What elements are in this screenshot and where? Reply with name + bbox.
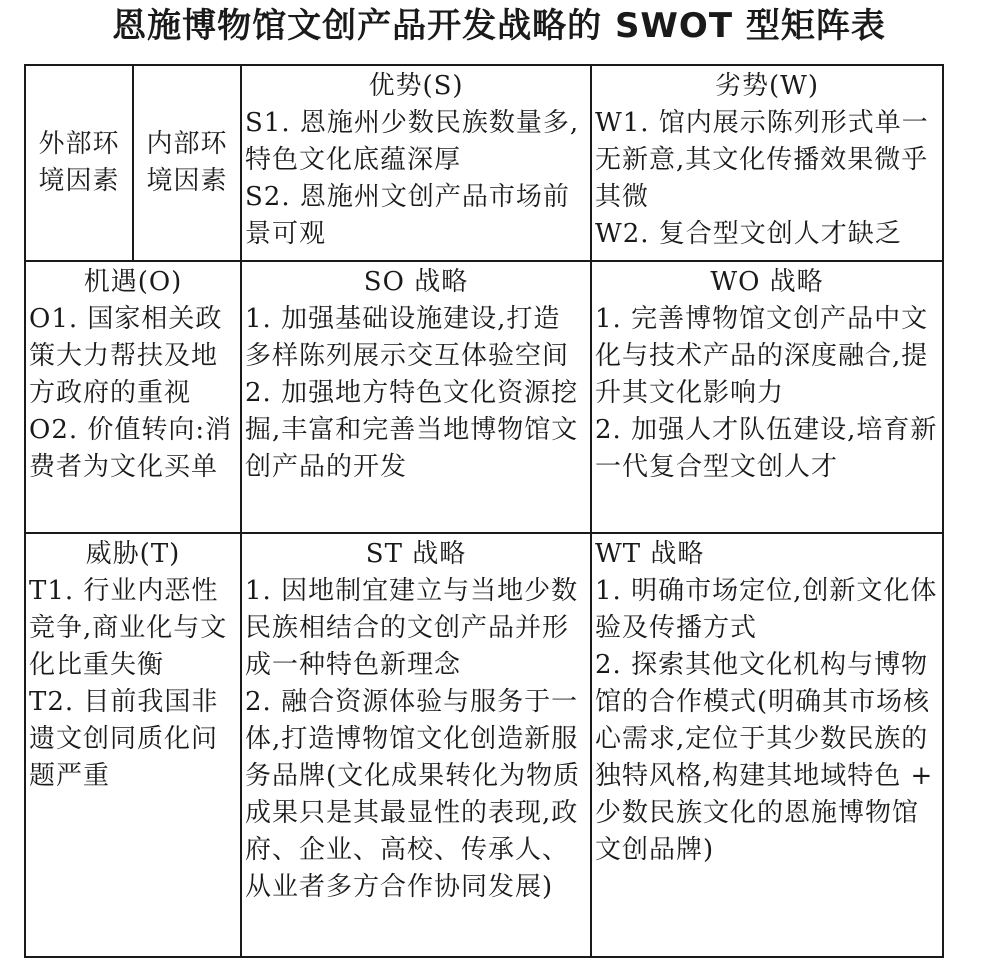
strength-item-s2: S2. 恩施州文创产品市场前景可观 xyxy=(245,182,570,249)
internal-factors-cell xyxy=(133,65,241,261)
threat-item-t2: T2. 目前我国非遗文创同质化问题严重 xyxy=(29,687,219,791)
wo-strategy-heading: WO 战略 xyxy=(710,267,824,297)
table-row-threats xyxy=(25,533,943,957)
weaknesses-heading: 劣势(W) xyxy=(714,71,819,101)
st-strategy-cell xyxy=(241,533,591,957)
opportunities-heading: 机遇(O) xyxy=(83,267,183,297)
so-strategy-item-2: 2. 加强地方特色文化资源挖掘,丰富和完善当地博物馆文创产品的开发 xyxy=(245,378,579,482)
page-title: 恩施博物馆文创产品开发战略的 SWOT 型矩阵表 xyxy=(112,6,886,46)
opportunity-item-o2: O2. 价值转向:消费者为文化买单 xyxy=(29,415,233,482)
st-strategy-item-2: 2. 融合资源体验与服务于一体,打造博物馆文化创造新服务品牌(文化成果转化为物质成果只是其最显性的表现,政府、企业、高校、传承人、从业者多方合作协同发展) xyxy=(245,687,581,902)
strengths-cell xyxy=(241,65,591,261)
so-strategy-heading: SO 战略 xyxy=(363,267,469,297)
st-strategy-heading: ST 战略 xyxy=(365,539,467,569)
wo-strategy-item-1: 1. 完善博物馆文创产品中文化与技术产品的深度融合,提升其文化影响力 xyxy=(595,304,929,408)
wo-strategy-item-2: 2. 加强人才队伍建设,培育新一代复合型文创人才 xyxy=(595,415,938,482)
weakness-item-w1: W1. 馆内展示陈列形式单一无新意,其文化传播效果微乎其微 xyxy=(595,108,929,212)
weakness-item-w2: W2. 复合型文创人才缺乏 xyxy=(595,219,902,249)
so-strategy-item-1: 1. 加强基础设施建设,打造多样陈列展示交互体验空间 xyxy=(245,304,570,371)
table-row-header xyxy=(25,65,943,261)
strengths-heading: 优势(S) xyxy=(368,71,464,101)
wt-strategy-item-2: 2. 探索其他文化机构与博物馆的合作模式(明确其市场核心需求,定位于其少数民族的独特风格,构建其地域特色 + 少数民族文化的恩施博物馆文创品牌) xyxy=(595,650,934,865)
weaknesses-cell xyxy=(591,65,943,261)
internal-factors-label: 内部环境因素 xyxy=(146,129,228,196)
wo-strategy-cell xyxy=(591,261,943,533)
external-factors-label: 外部环境因素 xyxy=(38,129,120,196)
threats-heading: 威胁(T) xyxy=(85,539,181,569)
strength-item-s1: S1. 恩施州少数民族数量多,特色文化底蕴深厚 xyxy=(245,108,580,175)
table-row-opportunities xyxy=(25,261,943,533)
swot-matrix-table xyxy=(24,64,944,958)
opportunities-cell xyxy=(25,261,241,533)
opportunity-item-o1: O1. 国家相关政策大力帮扶及地方政府的重视 xyxy=(29,304,223,408)
so-strategy-cell xyxy=(241,261,591,533)
st-strategy-item-1: 1. 因地制宜建立与当地少数民族相结合的文创产品并形成一种特色新理念 xyxy=(245,576,579,680)
threats-cell xyxy=(25,533,241,957)
wt-strategy-item-1: 1. 明确市场定位,创新文化体验及传播方式 xyxy=(595,576,938,643)
wt-strategy-heading: WT 战略 xyxy=(595,539,705,569)
wt-strategy-cell xyxy=(591,533,943,957)
threat-item-t1: T1. 行业内恶性竞争,商业化与文化比重失衡 xyxy=(29,576,228,680)
external-factors-cell xyxy=(25,65,133,261)
